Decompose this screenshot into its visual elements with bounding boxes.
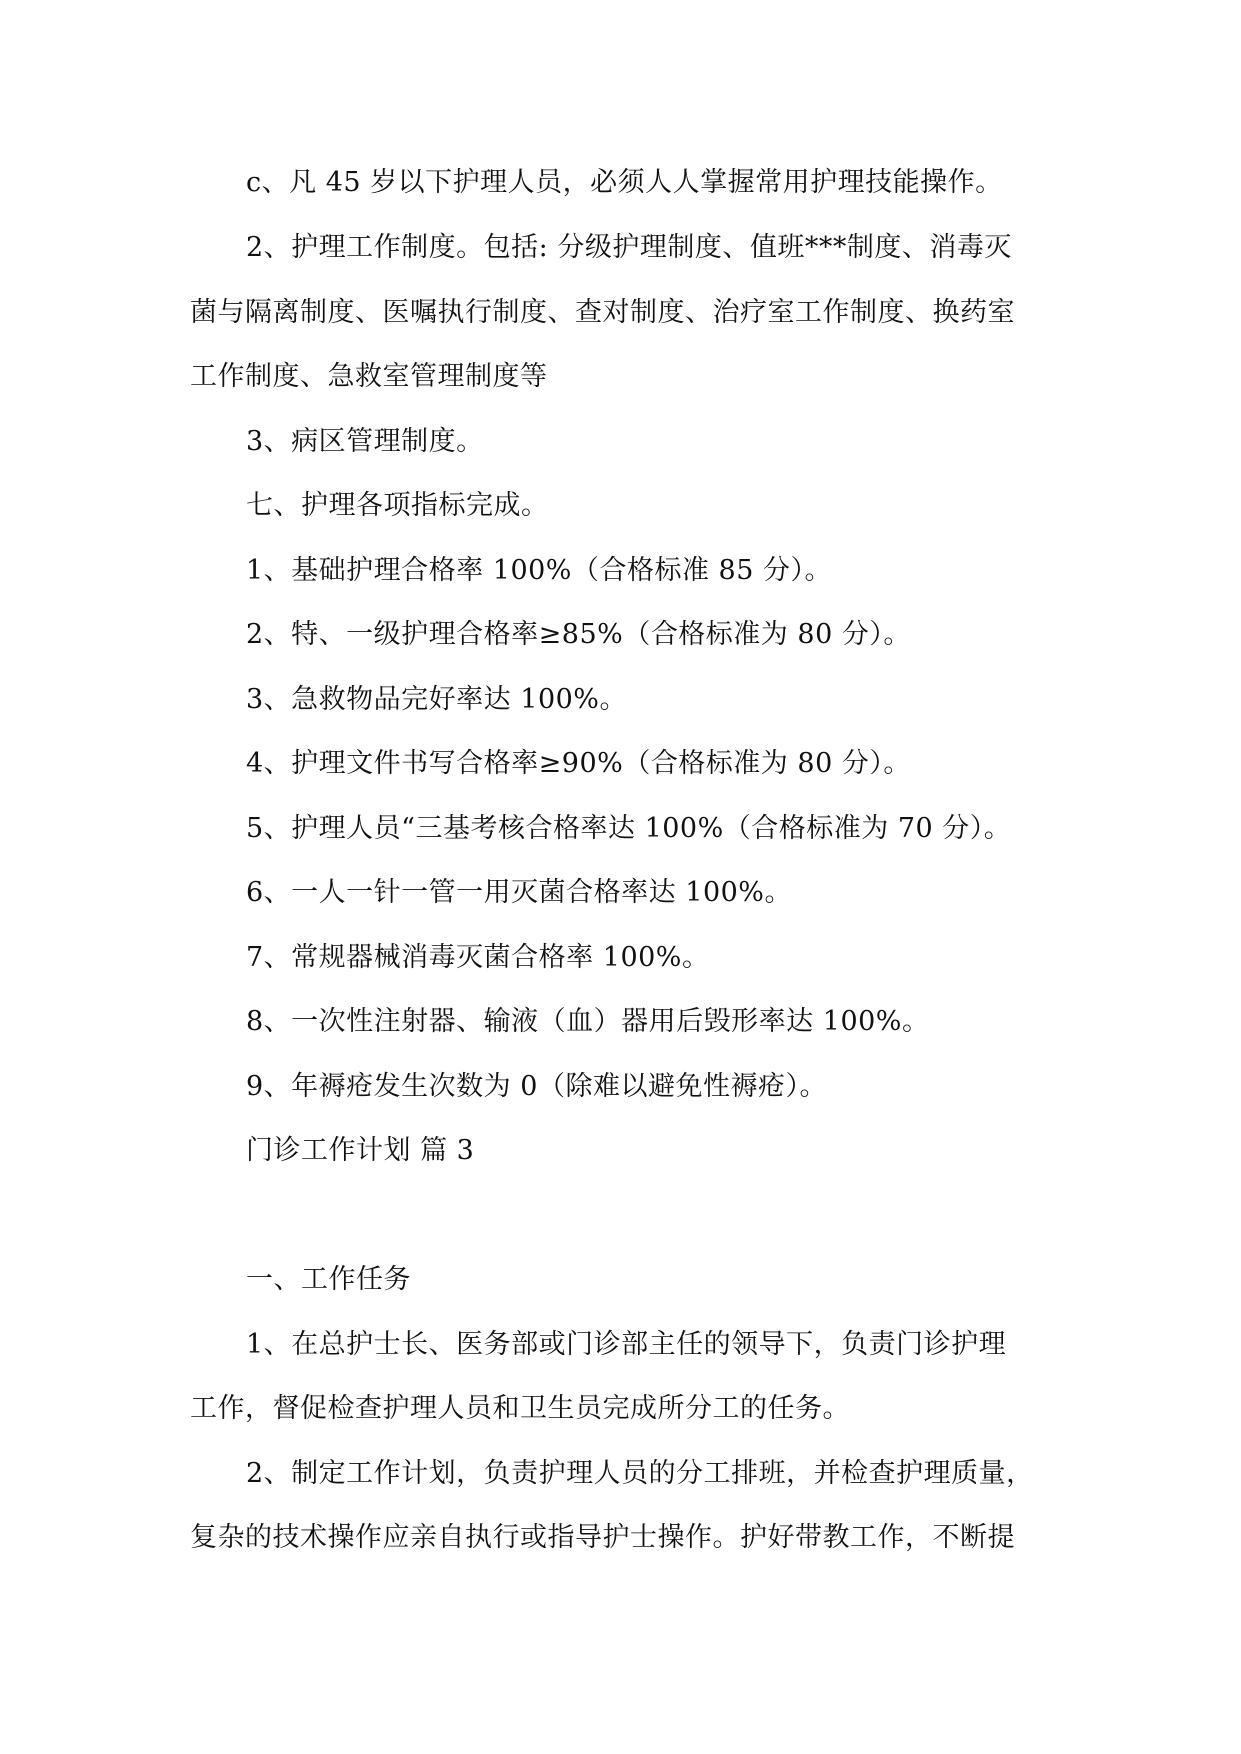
paragraph-line: 菌与隔离制度、医嘱执行制度、查对制度、治疗室工作制度、换药室 bbox=[190, 297, 1015, 328]
paragraph-line: 1、在总护士长、医务部或门诊部主任的领导下，负责门诊护理 bbox=[246, 1329, 1007, 1360]
list-item: 7、常规器械消毒灭菌合格率 100%。 bbox=[246, 942, 710, 973]
list-item: 8、一次性注射器、输液（血）器用后毁形率达 100%。 bbox=[246, 1006, 930, 1037]
list-item: 9、年褥疮发生次数为 0（除难以避免性褥疮）。 bbox=[246, 1071, 827, 1102]
list-item: 2、特、一级护理合格率≥85%（合格标准为 80 分）。 bbox=[246, 619, 911, 650]
list-item: 4、护理文件书写合格率≥90%（合格标准为 80 分）。 bbox=[246, 748, 911, 779]
list-item: 3、急救物品完好率达 100%。 bbox=[246, 684, 627, 715]
list-item: 5、护理人员“三基考核合格率达 100%（合格标准为 70 分）。 bbox=[246, 813, 1012, 844]
paragraph-line: c、凡 45 岁以下护理人员，必须人人掌握常用护理技能操作。 bbox=[246, 167, 1003, 198]
paragraph-line: 复杂的技术操作应亲自执行或指导护士操作。护好带教工作，不断提 bbox=[190, 1522, 1015, 1553]
paragraph-line: 3、病区管理制度。 bbox=[246, 426, 484, 457]
section-heading: 七、护理各项指标完成。 bbox=[246, 490, 549, 521]
section-heading: 一、工作任务 bbox=[246, 1264, 411, 1295]
paragraph-line: 2、制定工作计划，负责护理人员的分工排班，并检查护理质量， bbox=[246, 1458, 1034, 1489]
list-item: 1、基础护理合格率 100%（合格标准 85 分）。 bbox=[246, 555, 832, 586]
document-section-title: 门诊工作计划 篇 3 bbox=[246, 1135, 475, 1166]
paragraph-line: 工作制度、急救室管理制度等 bbox=[190, 361, 548, 392]
paragraph-line: 工作，督促检查护理人员和卫生员完成所分工的任务。 bbox=[190, 1393, 850, 1424]
list-item: 6、一人一针一管一用灭菌合格率达 100%。 bbox=[246, 877, 792, 908]
paragraph-line: 2、护理工作制度。包括: 分级护理制度、值班***制度、消毒灭 bbox=[246, 232, 1012, 263]
